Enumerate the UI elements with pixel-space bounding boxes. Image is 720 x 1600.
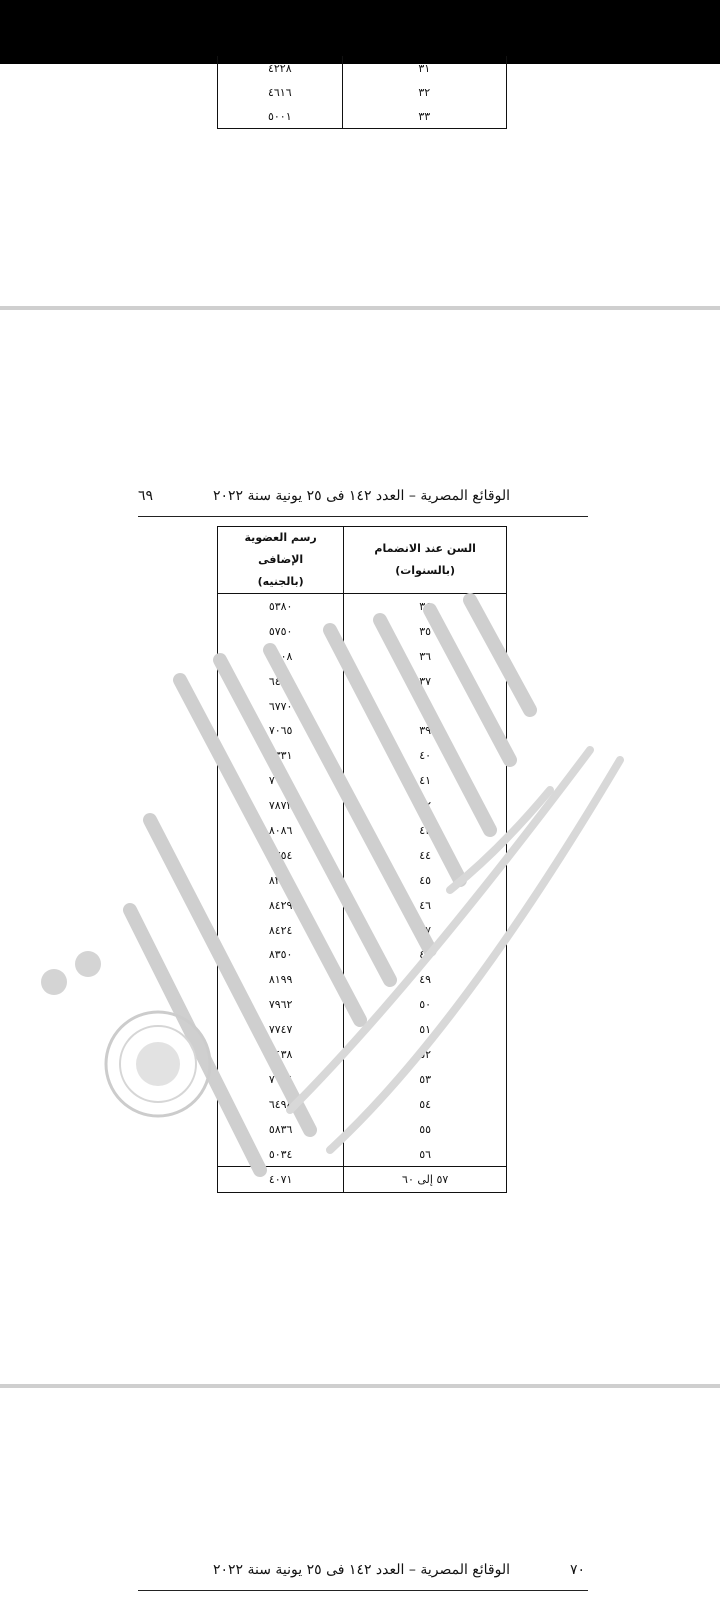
age-cell: ٥٥	[344, 1117, 507, 1142]
age-cell: ٤٩	[344, 967, 507, 992]
fee-cell: ٦٧٧٠	[268, 699, 293, 713]
age-cell: ٤٣	[344, 818, 507, 843]
page-header	[138, 1562, 588, 1584]
fee-cell: ٨١٩٩	[268, 973, 293, 987]
page-header-title: الوقائع المصرية – العدد ١٤٢ فى ٢٥ يونية سنة ٢٠٢٢	[212, 488, 510, 504]
page-separator	[0, 306, 720, 310]
fee-cell: ٧٦٢٠	[268, 774, 293, 788]
table-row	[218, 1167, 507, 1193]
age-cell: ٤٢	[344, 793, 507, 818]
age-cell: ٣١	[342, 56, 506, 80]
table-row	[218, 1042, 507, 1067]
age-cell: ٤٥	[344, 868, 507, 893]
age-cell: ٥٤	[344, 1092, 507, 1117]
table-row	[218, 967, 507, 992]
age-cell: ٣٦	[344, 644, 507, 669]
page-separator	[0, 1384, 720, 1388]
status-bar	[0, 0, 720, 64]
fee-cell: ٧٣٣١	[268, 749, 293, 763]
age-cell: ٥٠	[344, 992, 507, 1017]
fee-cell: ٥٨٣٦	[268, 1122, 293, 1136]
table-row	[218, 1117, 507, 1142]
age-cell: ٥٣	[344, 1067, 507, 1092]
fee-cell: ٤٠٧١	[218, 1167, 344, 1193]
table-row	[218, 669, 507, 694]
fee-cell: ٥٧٥٠	[268, 624, 293, 638]
fee-cell: ٤٦١٦	[267, 85, 292, 99]
membership-fee-table	[217, 526, 507, 1193]
fee-cell: ٨٣٧٠	[268, 873, 293, 887]
table-row	[218, 718, 507, 743]
table-row	[218, 992, 507, 1017]
fee-cell: ٦١٠٨	[268, 649, 293, 663]
fee-cell: ٥٠٠١	[267, 109, 292, 123]
table-row	[218, 644, 507, 669]
table-row	[218, 80, 507, 104]
fee-cell: ٥٠٣٤	[268, 1147, 293, 1161]
fee-header-line1: رسم العضوية الإضافى	[244, 531, 317, 566]
age-cell: ٣٩	[344, 718, 507, 743]
table-row	[218, 1142, 507, 1167]
fee-cell: ٧٧٤٧	[268, 1023, 293, 1037]
header-rule	[138, 516, 588, 517]
age-cell: ٤٤	[344, 843, 507, 868]
previous-page-table-fragment	[217, 56, 507, 129]
age-cell: ٤١	[344, 768, 507, 793]
page-number: ٧٠	[570, 1562, 586, 1578]
page-number: ٦٩	[138, 488, 154, 504]
fee-cell: ٦٤٩٤	[268, 1097, 293, 1111]
age-cell: ٤٨	[344, 942, 507, 967]
age-cell: ٣٧	[344, 669, 507, 694]
table-row	[218, 868, 507, 893]
table-row	[218, 942, 507, 967]
fee-column-header	[218, 527, 344, 594]
table-row	[218, 743, 507, 768]
fee-cell: ٨٣٥٠	[268, 948, 293, 962]
age-cell: ٣٨	[344, 694, 507, 719]
fee-cell: ٧٩٦٢	[268, 998, 293, 1012]
age-cell: ٥٧ إلى ٦٠	[344, 1167, 507, 1193]
table-row	[218, 1017, 507, 1042]
table-row	[218, 619, 507, 644]
table-row	[218, 1067, 507, 1092]
age-cell: ٥٢	[344, 1042, 507, 1067]
watermark-dot	[75, 951, 101, 977]
fee-header-line2: (بالجنيه)	[257, 575, 304, 588]
page-header-title: الوقائع المصرية – العدد ١٤٢ فى ٢٥ يونية سنة ٢٠٢٢	[212, 1562, 510, 1578]
seal-icon	[106, 1012, 210, 1116]
fee-cell: ٧٠٢٤	[268, 1072, 293, 1086]
page-header	[138, 488, 588, 510]
fee-cell: ٤٢٢٨	[267, 61, 292, 75]
fee-cell: ٧٨٧٣	[268, 799, 293, 813]
table-row	[218, 694, 507, 719]
table-row	[218, 594, 507, 619]
watermark-dot	[41, 969, 67, 995]
fee-cell: ٧٤٣٨	[268, 1047, 293, 1061]
age-cell: ٥١	[344, 1017, 507, 1042]
fee-cell: ٨٢٥٤	[268, 848, 293, 862]
fee-cell: ٨٠٨٦	[268, 823, 293, 837]
fee-cell: ٨٤٢٤	[268, 923, 293, 937]
table-row	[218, 818, 507, 843]
fee-cell: ٦٤٤٩	[268, 674, 293, 688]
age-cell: ٥٦	[344, 1142, 507, 1167]
table-row	[218, 893, 507, 918]
table-row	[218, 843, 507, 868]
fee-cell: ٥٣٨٠	[268, 599, 293, 613]
age-cell: ٣٢	[342, 80, 506, 104]
table-row	[218, 56, 507, 80]
fee-cell: ٧٠٦٥	[268, 724, 293, 738]
table-row	[218, 768, 507, 793]
table-row	[218, 104, 507, 129]
age-cell: ٤٧	[344, 918, 507, 943]
age-column-header: السن عند الانضمام (بالسنوات)	[344, 527, 507, 594]
age-cell: ٣٤	[344, 594, 507, 619]
age-cell: ٣٣	[342, 104, 506, 129]
table-row	[218, 918, 507, 943]
age-cell: ٤٦	[344, 893, 507, 918]
age-cell: ٤٠	[344, 743, 507, 768]
table-row	[218, 793, 507, 818]
fee-cell: ٨٤٢٩	[268, 898, 293, 912]
age-cell: ٣٥	[344, 619, 507, 644]
header-rule	[138, 1590, 588, 1591]
table-row	[218, 1092, 507, 1117]
